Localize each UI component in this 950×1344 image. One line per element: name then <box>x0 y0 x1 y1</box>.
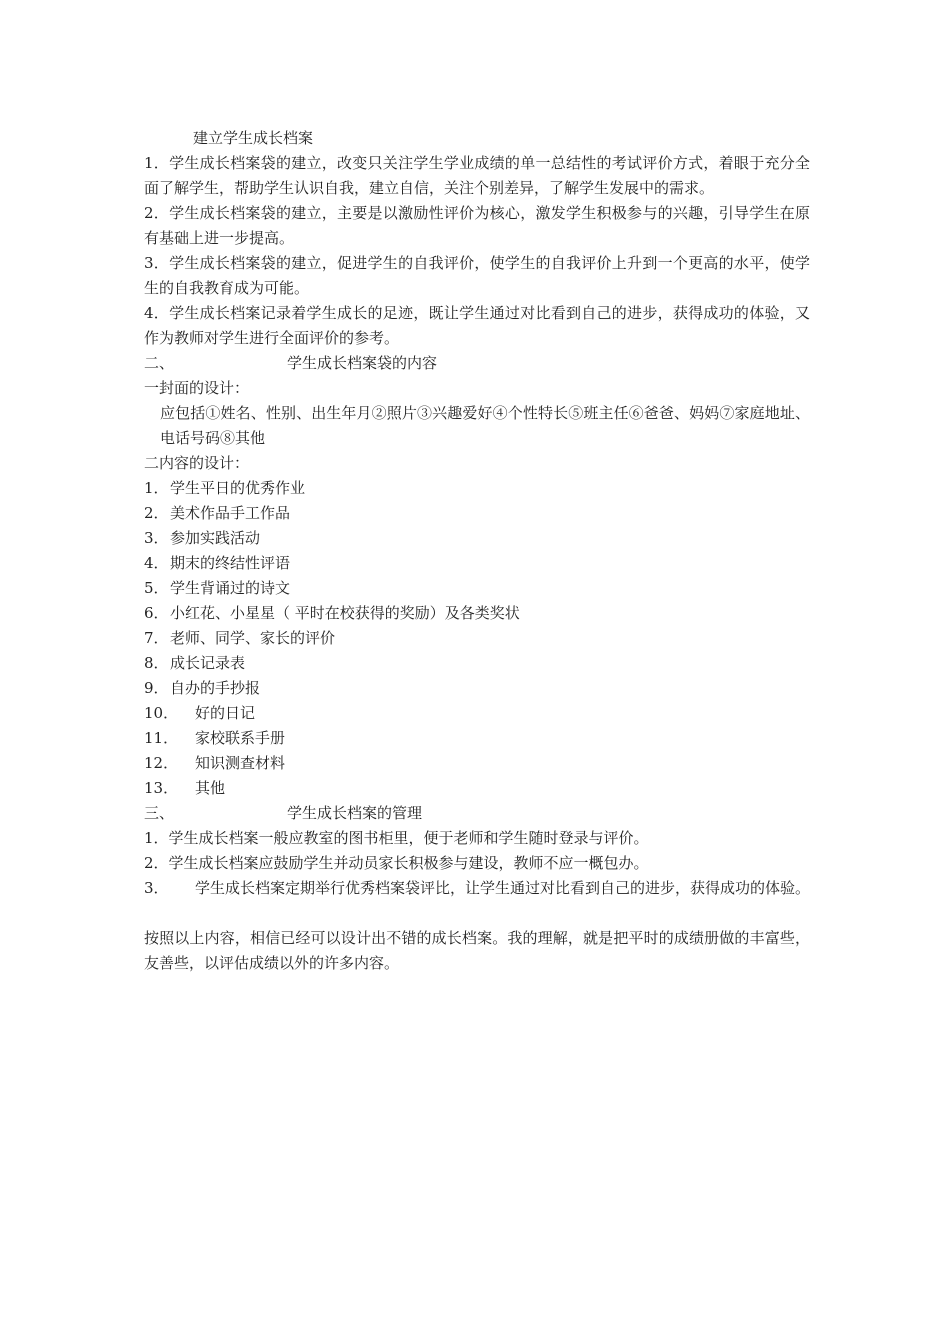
management-item-3 <box>144 876 810 901</box>
cover-design-heading: 一封面的设计： <box>144 379 250 397</box>
management-item-text: 学生成长档案定期举行优秀档案袋评比，让学生通过对比看到自己的进步，获得成功的体验。 <box>195 879 811 897</box>
list-item <box>144 776 810 801</box>
document-title: 建立学生成长档案 <box>193 129 314 147</box>
content-design-heading: 二内容的设计： <box>144 454 250 472</box>
list-item <box>144 751 810 776</box>
list-item-number: 6． <box>144 604 169 622</box>
list-item-text: 期末的终结性评语 <box>170 554 291 572</box>
list-item <box>144 726 810 751</box>
list-item-text: 其他 <box>195 779 226 797</box>
section-number: 三、 <box>144 804 175 822</box>
section-2-heading <box>144 351 810 376</box>
list-item <box>144 601 810 626</box>
list-item-number: 4． <box>144 554 169 572</box>
list-item-text: 美术作品手工作品 <box>170 504 291 522</box>
list-item-text: 学生平日的优秀作业 <box>170 479 306 497</box>
intro-item-3 <box>144 251 810 301</box>
list-item <box>144 526 810 551</box>
intro-item-text: 学生成长档案袋的建立，主要是以激励性评价为核心，激发学生积极参与的兴趣，引导学生在原有基础上进一步提高。 <box>144 204 810 247</box>
intro-item-number: 4． <box>144 304 170 322</box>
management-item-number: 2． <box>144 854 169 872</box>
cover-design-text: 应包括①姓名、性别、出生年月②照片③兴趣爱好④个性特长⑤班主任⑥爸爸、妈妈⑦家庭地址、电话号码⑧其他 <box>160 404 810 447</box>
list-item <box>144 551 810 576</box>
management-item-number: 3． <box>144 879 169 897</box>
list-item-number: 1． <box>144 479 169 497</box>
intro-item-text: 学生成长档案袋的建立，改变只关注学生学业成绩的单一总结性的考试评价方式，着眼于充分全面了解学生，帮助学生认识自我，建立自信，关注个别差异，了解学生发展中的需求。 <box>144 154 810 197</box>
list-item-text: 好的日记 <box>195 704 256 722</box>
list-item-text: 家校联系手册 <box>195 729 286 747</box>
document-page <box>144 126 810 976</box>
list-item-text: 成长记录表 <box>170 654 246 672</box>
list-item-number: 9． <box>144 679 169 697</box>
list-item <box>144 651 810 676</box>
list-item <box>144 676 810 701</box>
list-item-number: 7． <box>144 629 169 647</box>
intro-item-number: 1． <box>144 154 170 172</box>
intro-item-4 <box>144 301 810 351</box>
list-item-text: 参加实践活动 <box>170 529 261 547</box>
list-item <box>144 701 810 726</box>
management-item-1 <box>144 826 810 851</box>
intro-item-1 <box>144 151 810 201</box>
list-item <box>144 476 810 501</box>
intro-item-number: 2． <box>144 204 170 222</box>
intro-item-text: 学生成长档案袋的建立，促进学生的自我评价，使学生的自我评价上升到一个更高的水平，使学生的自我教育成为可能。 <box>144 254 810 297</box>
intro-item-2 <box>144 201 810 251</box>
list-item-text: 知识测查材料 <box>195 754 286 772</box>
list-item-text: 小红花、小星星（ 平时在校获得的奖励）及各类奖状 <box>170 604 520 622</box>
list-item-number: 11． <box>144 729 179 747</box>
list-item-number: 2． <box>144 504 169 522</box>
list-item-number: 10． <box>144 704 179 722</box>
intro-item-text: 学生成长档案记录着学生成长的足迹，既让学生通过对比看到自己的进步，获得成功的体验，又作为教师对学生进行全面评价的参考。 <box>144 304 810 347</box>
management-item-2 <box>144 851 810 876</box>
section-number: 二、 <box>144 354 175 372</box>
conclusion-paragraph: 按照以上内容，相信已经可以设计出不错的成长档案。我的理解，就是把平时的成绩册做的丰富些，友善些，以评估成绩以外的许多内容。 <box>144 929 810 972</box>
list-item-number: 3． <box>144 529 169 547</box>
section-3-heading <box>144 801 810 826</box>
list-item <box>144 576 810 601</box>
list-item-number: 5． <box>144 579 169 597</box>
management-item-text: 学生成长档案一般应教室的图书柜里，便于老师和学生随时登录与评价。 <box>168 829 649 847</box>
list-item-number: 13． <box>144 779 179 797</box>
intro-item-number: 3． <box>144 254 170 272</box>
list-item <box>144 501 810 526</box>
list-item-number: 12． <box>144 754 179 772</box>
section-title: 学生成长档案的管理 <box>287 804 423 822</box>
blank-line <box>144 901 810 926</box>
list-item <box>144 626 810 651</box>
management-item-number: 1． <box>144 829 169 847</box>
list-item-number: 8． <box>144 654 169 672</box>
management-item-text: 学生成长档案应鼓励学生并动员家长积极参与建设，教师不应一概包办。 <box>168 854 649 872</box>
list-item-text: 自办的手抄报 <box>170 679 261 697</box>
list-item-text: 老师、同学、家长的评价 <box>170 629 336 647</box>
section-title: 学生成长档案袋的内容 <box>287 354 438 372</box>
list-item-text: 学生背诵过的诗文 <box>170 579 291 597</box>
